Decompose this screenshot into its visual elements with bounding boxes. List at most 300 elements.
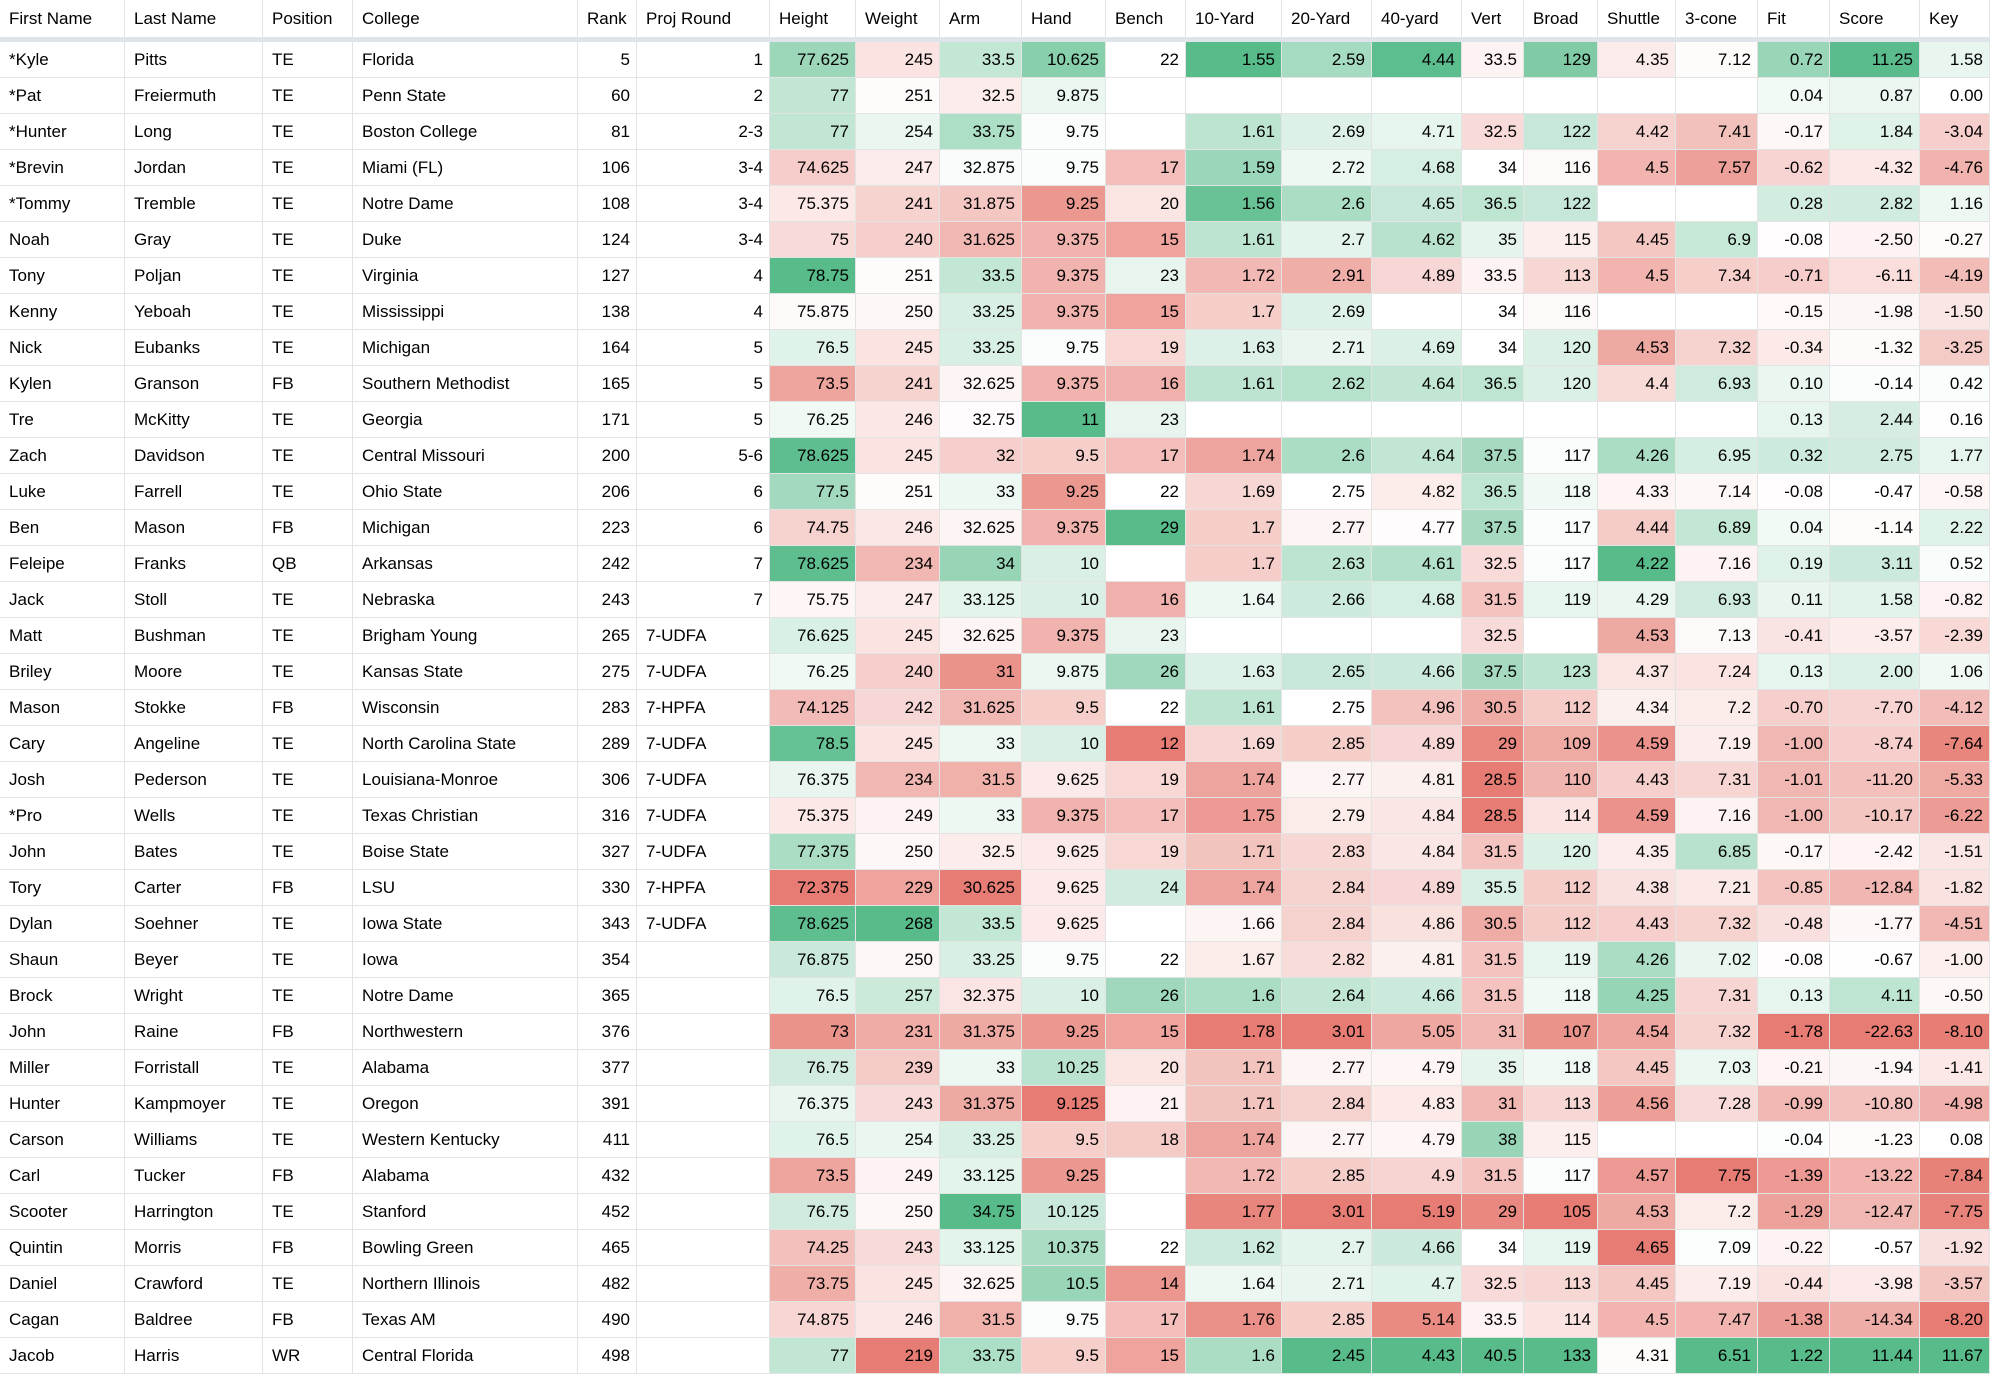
cell-forty_yard[interactable]: 4.81 (1372, 762, 1462, 798)
cell-arm[interactable]: 34.75 (940, 1194, 1022, 1230)
cell-rank[interactable]: 330 (578, 870, 637, 906)
cell-forty_yard[interactable]: 4.64 (1372, 366, 1462, 402)
cell-ten_yard[interactable]: 1.71 (1186, 1050, 1282, 1086)
cell-last_name[interactable]: Jordan (125, 150, 263, 186)
cell-college[interactable]: Notre Dame (353, 186, 578, 222)
cell-first_name[interactable]: Mason (0, 690, 125, 726)
cell-vert[interactable]: 35 (1462, 1050, 1524, 1086)
cell-proj_round[interactable] (637, 1014, 770, 1050)
cell-three_cone[interactable]: 7.28 (1676, 1086, 1758, 1122)
cell-college[interactable]: Northwestern (353, 1014, 578, 1050)
cell-vert[interactable]: 35.5 (1462, 870, 1524, 906)
cell-shuttle[interactable]: 4.26 (1598, 942, 1676, 978)
cell-score[interactable]: 1.58 (1830, 582, 1920, 618)
cell-last_name[interactable]: Pederson (125, 762, 263, 798)
cell-three_cone[interactable]: 7.2 (1676, 690, 1758, 726)
cell-proj_round[interactable]: 6 (637, 474, 770, 510)
cell-position[interactable]: TE (263, 438, 353, 474)
cell-broad[interactable]: 117 (1524, 510, 1598, 546)
column-header-position[interactable]: Position (263, 0, 353, 42)
cell-twenty_yard[interactable]: 2.85 (1282, 726, 1372, 762)
cell-fit[interactable]: -0.85 (1758, 870, 1830, 906)
cell-key[interactable]: -4.19 (1920, 258, 1990, 294)
cell-proj_round[interactable]: 7-HPFA (637, 690, 770, 726)
cell-shuttle[interactable]: 4.42 (1598, 114, 1676, 150)
cell-fit[interactable]: -1.29 (1758, 1194, 1830, 1230)
cell-weight[interactable]: 243 (856, 1086, 940, 1122)
cell-first_name[interactable]: Josh (0, 762, 125, 798)
cell-weight[interactable]: 246 (856, 510, 940, 546)
column-header-rank[interactable]: Rank (578, 0, 637, 42)
cell-ten_yard[interactable]: 1.77 (1186, 1194, 1282, 1230)
cell-position[interactable]: FB (263, 510, 353, 546)
cell-rank[interactable]: 376 (578, 1014, 637, 1050)
cell-ten_yard[interactable]: 1.71 (1186, 834, 1282, 870)
cell-proj_round[interactable]: 1 (637, 42, 770, 78)
cell-position[interactable]: TE (263, 330, 353, 366)
cell-three_cone[interactable]: 7.19 (1676, 726, 1758, 762)
cell-bench[interactable]: 22 (1106, 942, 1186, 978)
cell-first_name[interactable]: Zach (0, 438, 125, 474)
cell-hand[interactable]: 10.625 (1022, 42, 1106, 78)
cell-vert[interactable]: 36.5 (1462, 474, 1524, 510)
cell-last_name[interactable]: Morris (125, 1230, 263, 1266)
cell-broad[interactable]: 117 (1524, 1158, 1598, 1194)
cell-hand[interactable]: 9.25 (1022, 1158, 1106, 1194)
cell-ten_yard[interactable]: 1.61 (1186, 222, 1282, 258)
cell-three_cone[interactable]: 7.32 (1676, 906, 1758, 942)
cell-height[interactable]: 76.5 (770, 330, 856, 366)
cell-ten_yard[interactable]: 1.63 (1186, 654, 1282, 690)
cell-rank[interactable]: 354 (578, 942, 637, 978)
cell-broad[interactable]: 112 (1524, 870, 1598, 906)
cell-weight[interactable]: 268 (856, 906, 940, 942)
cell-weight[interactable]: 239 (856, 1050, 940, 1086)
cell-twenty_yard[interactable]: 2.64 (1282, 978, 1372, 1014)
cell-key[interactable]: -4.76 (1920, 150, 1990, 186)
cell-score[interactable]: 2.44 (1830, 402, 1920, 438)
cell-height[interactable]: 75 (770, 222, 856, 258)
cell-score[interactable]: -4.32 (1830, 150, 1920, 186)
cell-ten_yard[interactable]: 1.6 (1186, 978, 1282, 1014)
cell-forty_yard[interactable]: 5.05 (1372, 1014, 1462, 1050)
cell-forty_yard[interactable]: 4.77 (1372, 510, 1462, 546)
cell-score[interactable]: -10.80 (1830, 1086, 1920, 1122)
cell-key[interactable]: -4.98 (1920, 1086, 1990, 1122)
cell-rank[interactable]: 81 (578, 114, 637, 150)
cell-broad[interactable] (1524, 78, 1598, 114)
cell-three_cone[interactable]: 6.93 (1676, 366, 1758, 402)
cell-proj_round[interactable] (637, 1086, 770, 1122)
cell-bench[interactable]: 20 (1106, 1050, 1186, 1086)
cell-fit[interactable]: 0.13 (1758, 654, 1830, 690)
cell-arm[interactable]: 33.25 (940, 294, 1022, 330)
cell-shuttle[interactable]: 4.29 (1598, 582, 1676, 618)
cell-rank[interactable]: 60 (578, 78, 637, 114)
cell-key[interactable]: -4.51 (1920, 906, 1990, 942)
cell-last_name[interactable]: Davidson (125, 438, 263, 474)
cell-forty_yard[interactable] (1372, 78, 1462, 114)
cell-last_name[interactable]: Poljan (125, 258, 263, 294)
cell-broad[interactable]: 113 (1524, 1266, 1598, 1302)
cell-vert[interactable]: 34 (1462, 294, 1524, 330)
cell-key[interactable]: -4.12 (1920, 690, 1990, 726)
cell-fit[interactable]: -0.71 (1758, 258, 1830, 294)
cell-broad[interactable]: 120 (1524, 366, 1598, 402)
cell-three_cone[interactable]: 6.85 (1676, 834, 1758, 870)
cell-forty_yard[interactable]: 4.43 (1372, 1338, 1462, 1374)
cell-fit[interactable]: 1.22 (1758, 1338, 1830, 1374)
cell-rank[interactable]: 138 (578, 294, 637, 330)
cell-position[interactable]: TE (263, 726, 353, 762)
cell-shuttle[interactable]: 4.26 (1598, 438, 1676, 474)
cell-three_cone[interactable]: 7.32 (1676, 1014, 1758, 1050)
cell-weight[interactable]: 241 (856, 366, 940, 402)
cell-fit[interactable]: -0.08 (1758, 942, 1830, 978)
cell-broad[interactable]: 116 (1524, 150, 1598, 186)
cell-three_cone[interactable]: 7.47 (1676, 1302, 1758, 1338)
cell-last_name[interactable]: Harris (125, 1338, 263, 1374)
cell-broad[interactable]: 113 (1524, 258, 1598, 294)
column-header-weight[interactable]: Weight (856, 0, 940, 42)
cell-first_name[interactable]: Nick (0, 330, 125, 366)
cell-shuttle[interactable] (1598, 78, 1676, 114)
cell-shuttle[interactable]: 4.31 (1598, 1338, 1676, 1374)
column-header-three_cone[interactable]: 3-cone (1676, 0, 1758, 42)
cell-hand[interactable]: 9.5 (1022, 690, 1106, 726)
cell-rank[interactable]: 482 (578, 1266, 637, 1302)
cell-last_name[interactable]: Gray (125, 222, 263, 258)
cell-weight[interactable]: 247 (856, 150, 940, 186)
cell-forty_yard[interactable]: 4.71 (1372, 114, 1462, 150)
cell-height[interactable]: 77.625 (770, 42, 856, 78)
cell-score[interactable]: 3.11 (1830, 546, 1920, 582)
cell-ten_yard[interactable]: 1.67 (1186, 942, 1282, 978)
cell-college[interactable]: Wisconsin (353, 690, 578, 726)
cell-ten_yard[interactable]: 1.7 (1186, 294, 1282, 330)
cell-key[interactable]: 0.42 (1920, 366, 1990, 402)
cell-arm[interactable]: 31.625 (940, 690, 1022, 726)
cell-bench[interactable]: 16 (1106, 366, 1186, 402)
cell-rank[interactable]: 223 (578, 510, 637, 546)
cell-arm[interactable]: 32.375 (940, 978, 1022, 1014)
cell-key[interactable]: -3.25 (1920, 330, 1990, 366)
cell-proj_round[interactable] (637, 1338, 770, 1374)
cell-height[interactable]: 76.875 (770, 942, 856, 978)
cell-three_cone[interactable]: 7.16 (1676, 546, 1758, 582)
cell-arm[interactable]: 33.125 (940, 1230, 1022, 1266)
cell-bench[interactable]: 19 (1106, 762, 1186, 798)
cell-bench[interactable]: 15 (1106, 1338, 1186, 1374)
cell-forty_yard[interactable]: 4.89 (1372, 258, 1462, 294)
cell-hand[interactable]: 11 (1022, 402, 1106, 438)
cell-key[interactable]: -5.33 (1920, 762, 1990, 798)
cell-hand[interactable]: 9.875 (1022, 654, 1106, 690)
cell-last_name[interactable]: Baldree (125, 1302, 263, 1338)
cell-first_name[interactable]: Tre (0, 402, 125, 438)
cell-last_name[interactable]: Williams (125, 1122, 263, 1158)
cell-rank[interactable]: 490 (578, 1302, 637, 1338)
cell-vert[interactable]: 33.5 (1462, 258, 1524, 294)
cell-first_name[interactable]: *Tommy (0, 186, 125, 222)
cell-twenty_yard[interactable]: 3.01 (1282, 1194, 1372, 1230)
cell-height[interactable]: 78.625 (770, 906, 856, 942)
cell-key[interactable]: 1.16 (1920, 186, 1990, 222)
cell-proj_round[interactable]: 5-6 (637, 438, 770, 474)
cell-key[interactable]: 11.67 (1920, 1338, 1990, 1374)
cell-height[interactable]: 77.5 (770, 474, 856, 510)
cell-weight[interactable]: 243 (856, 1230, 940, 1266)
cell-rank[interactable]: 327 (578, 834, 637, 870)
cell-fit[interactable]: -0.08 (1758, 474, 1830, 510)
cell-ten_yard[interactable]: 1.63 (1186, 330, 1282, 366)
cell-first_name[interactable]: Kylen (0, 366, 125, 402)
cell-twenty_yard[interactable]: 2.72 (1282, 150, 1372, 186)
cell-ten_yard[interactable]: 1.66 (1186, 906, 1282, 942)
cell-proj_round[interactable] (637, 1230, 770, 1266)
cell-college[interactable]: Ohio State (353, 474, 578, 510)
cell-ten_yard[interactable]: 1.69 (1186, 726, 1282, 762)
cell-last_name[interactable]: Forristall (125, 1050, 263, 1086)
cell-arm[interactable]: 32.875 (940, 150, 1022, 186)
cell-fit[interactable]: -0.17 (1758, 114, 1830, 150)
cell-hand[interactable]: 9.75 (1022, 114, 1106, 150)
cell-first_name[interactable]: Brock (0, 978, 125, 1014)
cell-bench[interactable]: 24 (1106, 870, 1186, 906)
cell-three_cone[interactable]: 6.89 (1676, 510, 1758, 546)
cell-arm[interactable]: 33.25 (940, 1122, 1022, 1158)
cell-last_name[interactable]: Soehner (125, 906, 263, 942)
column-header-key[interactable]: Key (1920, 0, 1990, 42)
cell-vert[interactable]: 37.5 (1462, 510, 1524, 546)
cell-first_name[interactable]: Briley (0, 654, 125, 690)
cell-vert[interactable]: 29 (1462, 726, 1524, 762)
cell-vert[interactable]: 31.5 (1462, 834, 1524, 870)
cell-weight[interactable]: 234 (856, 762, 940, 798)
cell-key[interactable]: -3.57 (1920, 1266, 1990, 1302)
cell-proj_round[interactable]: 7-HPFA (637, 870, 770, 906)
cell-weight[interactable]: 242 (856, 690, 940, 726)
cell-college[interactable]: Central Missouri (353, 438, 578, 474)
column-header-height[interactable]: Height (770, 0, 856, 42)
cell-key[interactable]: 1.77 (1920, 438, 1990, 474)
cell-twenty_yard[interactable]: 2.75 (1282, 690, 1372, 726)
cell-three_cone[interactable]: 7.12 (1676, 42, 1758, 78)
column-header-last_name[interactable]: Last Name (125, 0, 263, 42)
cell-arm[interactable]: 33.25 (940, 942, 1022, 978)
cell-key[interactable]: -7.64 (1920, 726, 1990, 762)
cell-fit[interactable]: -0.48 (1758, 906, 1830, 942)
cell-shuttle[interactable]: 4.5 (1598, 150, 1676, 186)
cell-fit[interactable]: 0.04 (1758, 510, 1830, 546)
cell-height[interactable]: 76.75 (770, 1050, 856, 1086)
cell-proj_round[interactable]: 4 (637, 258, 770, 294)
cell-vert[interactable]: 31 (1462, 1014, 1524, 1050)
cell-college[interactable]: Alabama (353, 1158, 578, 1194)
cell-hand[interactable]: 10 (1022, 978, 1106, 1014)
cell-score[interactable]: 0.87 (1830, 78, 1920, 114)
cell-score[interactable]: -0.57 (1830, 1230, 1920, 1266)
cell-three_cone[interactable]: 7.19 (1676, 1266, 1758, 1302)
cell-shuttle[interactable]: 4.53 (1598, 618, 1676, 654)
cell-vert[interactable]: 31.5 (1462, 942, 1524, 978)
cell-three_cone[interactable]: 7.09 (1676, 1230, 1758, 1266)
cell-ten_yard[interactable]: 1.55 (1186, 42, 1282, 78)
cell-three_cone[interactable]: 6.93 (1676, 582, 1758, 618)
cell-arm[interactable]: 33 (940, 726, 1022, 762)
cell-bench[interactable]: 14 (1106, 1266, 1186, 1302)
cell-hand[interactable]: 10 (1022, 546, 1106, 582)
cell-score[interactable]: -3.57 (1830, 618, 1920, 654)
cell-hand[interactable]: 10.125 (1022, 1194, 1106, 1230)
cell-arm[interactable]: 32 (940, 438, 1022, 474)
cell-broad[interactable]: 110 (1524, 762, 1598, 798)
cell-shuttle[interactable]: 4.34 (1598, 690, 1676, 726)
cell-arm[interactable]: 31.5 (940, 1302, 1022, 1338)
cell-score[interactable]: -8.74 (1830, 726, 1920, 762)
cell-forty_yard[interactable] (1372, 618, 1462, 654)
cell-forty_yard[interactable]: 4.61 (1372, 546, 1462, 582)
cell-position[interactable]: TE (263, 186, 353, 222)
cell-broad[interactable]: 129 (1524, 42, 1598, 78)
cell-twenty_yard[interactable]: 2.84 (1282, 870, 1372, 906)
cell-forty_yard[interactable]: 4.66 (1372, 1230, 1462, 1266)
cell-vert[interactable]: 37.5 (1462, 654, 1524, 690)
cell-broad[interactable]: 112 (1524, 690, 1598, 726)
cell-vert[interactable]: 28.5 (1462, 762, 1524, 798)
cell-twenty_yard[interactable]: 2.71 (1282, 1266, 1372, 1302)
column-header-bench[interactable]: Bench (1106, 0, 1186, 42)
cell-three_cone[interactable]: 6.95 (1676, 438, 1758, 474)
cell-ten_yard[interactable]: 1.6 (1186, 1338, 1282, 1374)
cell-key[interactable]: -0.82 (1920, 582, 1990, 618)
cell-rank[interactable]: 391 (578, 1086, 637, 1122)
cell-hand[interactable]: 9.375 (1022, 222, 1106, 258)
cell-first_name[interactable]: *Kyle (0, 42, 125, 78)
cell-rank[interactable]: 306 (578, 762, 637, 798)
cell-rank[interactable]: 242 (578, 546, 637, 582)
cell-score[interactable]: 4.11 (1830, 978, 1920, 1014)
cell-proj_round[interactable]: 7-UDFA (637, 654, 770, 690)
cell-shuttle[interactable]: 4.35 (1598, 42, 1676, 78)
cell-height[interactable]: 74.625 (770, 150, 856, 186)
cell-shuttle[interactable]: 4.65 (1598, 1230, 1676, 1266)
column-header-first_name[interactable]: First Name (0, 0, 125, 42)
column-header-proj_round[interactable]: Proj Round (637, 0, 770, 42)
cell-last_name[interactable]: Farrell (125, 474, 263, 510)
cell-proj_round[interactable]: 5 (637, 366, 770, 402)
cell-ten_yard[interactable]: 1.78 (1186, 1014, 1282, 1050)
cell-score[interactable]: -0.47 (1830, 474, 1920, 510)
cell-forty_yard[interactable]: 4.68 (1372, 150, 1462, 186)
cell-fit[interactable]: -1.39 (1758, 1158, 1830, 1194)
cell-fit[interactable]: -0.44 (1758, 1266, 1830, 1302)
cell-twenty_yard[interactable]: 2.45 (1282, 1338, 1372, 1374)
cell-arm[interactable]: 31.625 (940, 222, 1022, 258)
cell-college[interactable]: Duke (353, 222, 578, 258)
cell-vert[interactable]: 35 (1462, 222, 1524, 258)
cell-position[interactable]: FB (263, 1230, 353, 1266)
cell-twenty_yard[interactable]: 2.6 (1282, 186, 1372, 222)
cell-vert[interactable]: 36.5 (1462, 186, 1524, 222)
cell-first_name[interactable]: Carson (0, 1122, 125, 1158)
cell-arm[interactable]: 34 (940, 546, 1022, 582)
cell-college[interactable]: Virginia (353, 258, 578, 294)
cell-first_name[interactable]: Noah (0, 222, 125, 258)
cell-hand[interactable]: 9.375 (1022, 294, 1106, 330)
cell-proj_round[interactable] (637, 978, 770, 1014)
cell-twenty_yard[interactable]: 2.84 (1282, 906, 1372, 942)
column-header-hand[interactable]: Hand (1022, 0, 1106, 42)
cell-fit[interactable]: -0.21 (1758, 1050, 1830, 1086)
cell-arm[interactable]: 31.375 (940, 1014, 1022, 1050)
cell-broad[interactable]: 107 (1524, 1014, 1598, 1050)
cell-hand[interactable]: 9.625 (1022, 834, 1106, 870)
cell-ten_yard[interactable]: 1.74 (1186, 438, 1282, 474)
cell-twenty_yard[interactable]: 2.83 (1282, 834, 1372, 870)
cell-arm[interactable]: 30.625 (940, 870, 1022, 906)
cell-arm[interactable]: 32.625 (940, 510, 1022, 546)
cell-first_name[interactable]: John (0, 1014, 125, 1050)
cell-bench[interactable]: 22 (1106, 42, 1186, 78)
cell-shuttle[interactable]: 4.43 (1598, 906, 1676, 942)
cell-arm[interactable]: 33 (940, 1050, 1022, 1086)
cell-bench[interactable] (1106, 546, 1186, 582)
cell-college[interactable]: Michigan (353, 330, 578, 366)
cell-vert[interactable]: 33.5 (1462, 1302, 1524, 1338)
cell-hand[interactable]: 9.25 (1022, 186, 1106, 222)
cell-position[interactable]: TE (263, 906, 353, 942)
cell-forty_yard[interactable]: 4.66 (1372, 978, 1462, 1014)
cell-height[interactable]: 74.75 (770, 510, 856, 546)
cell-proj_round[interactable]: 7 (637, 546, 770, 582)
cell-height[interactable]: 76.25 (770, 402, 856, 438)
cell-position[interactable]: FB (263, 1158, 353, 1194)
cell-three_cone[interactable]: 7.31 (1676, 978, 1758, 1014)
cell-score[interactable]: -1.77 (1830, 906, 1920, 942)
cell-college[interactable]: Michigan (353, 510, 578, 546)
cell-proj_round[interactable]: 6 (637, 510, 770, 546)
cell-ten_yard[interactable]: 1.72 (1186, 258, 1282, 294)
cell-hand[interactable]: 9.375 (1022, 258, 1106, 294)
cell-score[interactable]: -1.98 (1830, 294, 1920, 330)
cell-forty_yard[interactable]: 5.19 (1372, 1194, 1462, 1230)
cell-ten_yard[interactable]: 1.64 (1186, 1266, 1282, 1302)
cell-ten_yard[interactable]: 1.71 (1186, 1086, 1282, 1122)
cell-last_name[interactable]: Harrington (125, 1194, 263, 1230)
cell-hand[interactable]: 9.625 (1022, 906, 1106, 942)
cell-college[interactable]: Florida (353, 42, 578, 78)
cell-rank[interactable]: 411 (578, 1122, 637, 1158)
cell-height[interactable]: 77 (770, 114, 856, 150)
cell-weight[interactable]: 251 (856, 474, 940, 510)
cell-twenty_yard[interactable]: 2.85 (1282, 1158, 1372, 1194)
cell-three_cone[interactable] (1676, 294, 1758, 330)
column-header-score[interactable]: Score (1830, 0, 1920, 42)
cell-last_name[interactable]: Granson (125, 366, 263, 402)
cell-key[interactable]: 0.00 (1920, 78, 1990, 114)
cell-last_name[interactable]: Bates (125, 834, 263, 870)
cell-three_cone[interactable]: 7.14 (1676, 474, 1758, 510)
cell-height[interactable]: 76.5 (770, 1122, 856, 1158)
cell-broad[interactable]: 109 (1524, 726, 1598, 762)
cell-ten_yard[interactable]: 1.7 (1186, 510, 1282, 546)
cell-key[interactable]: -0.50 (1920, 978, 1990, 1014)
cell-bench[interactable] (1106, 1194, 1186, 1230)
cell-rank[interactable]: 498 (578, 1338, 637, 1374)
column-header-vert[interactable]: Vert (1462, 0, 1524, 42)
cell-height[interactable]: 73.75 (770, 1266, 856, 1302)
